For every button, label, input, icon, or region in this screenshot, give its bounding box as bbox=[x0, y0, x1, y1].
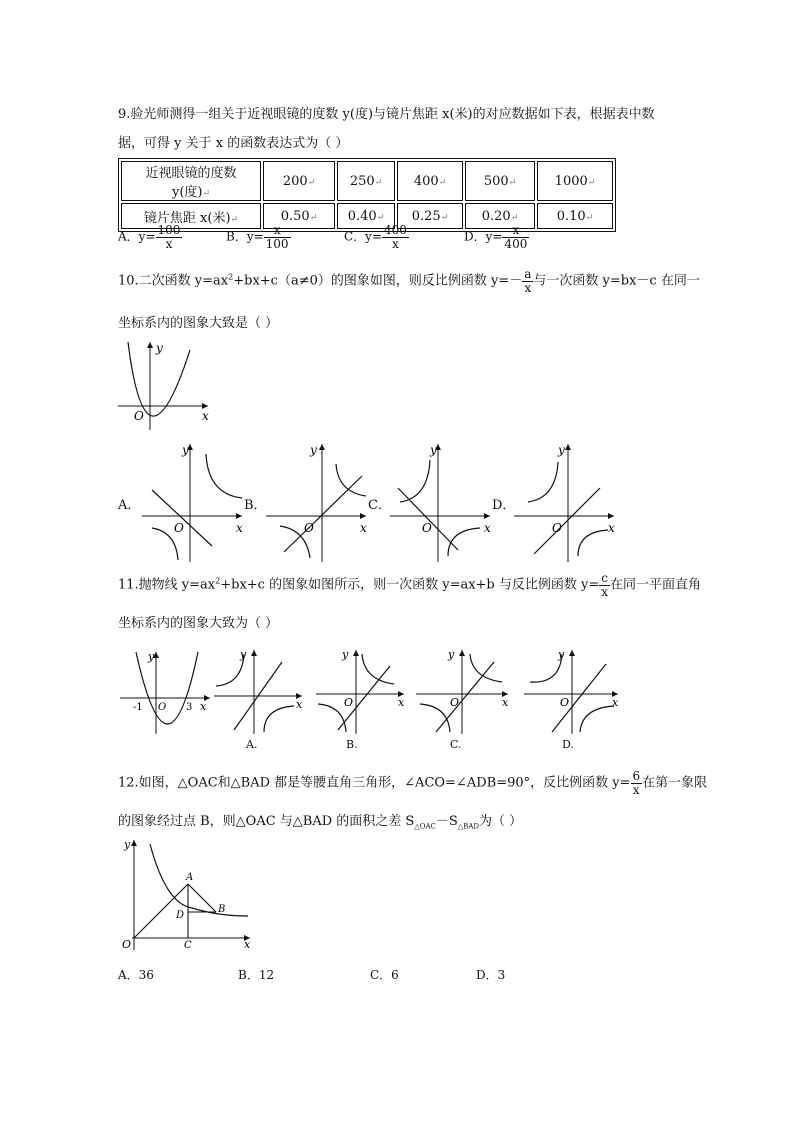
table-cell: 1000↵ bbox=[537, 161, 613, 201]
point-a-label: A bbox=[186, 872, 194, 883]
q11-option-a-graph bbox=[212, 646, 308, 736]
svg-text:-1: -1 bbox=[133, 702, 143, 713]
svg-text:O: O bbox=[304, 521, 314, 535]
svg-text:x: x bbox=[612, 696, 619, 709]
svg-text:y: y bbox=[430, 443, 437, 457]
q9-option-c: C．y= $\frac{400}{x}$ bbox=[344, 223, 407, 251]
q11-option-b-label: B. bbox=[346, 738, 358, 751]
q12-option-d: D．3 bbox=[476, 968, 506, 982]
point-c-label: C bbox=[184, 940, 192, 951]
svg-text:y: y bbox=[240, 648, 247, 661]
table-cell: 0.50↵ bbox=[263, 203, 335, 229]
q10-option-c-graph bbox=[386, 440, 498, 564]
svg-text:y: y bbox=[310, 443, 317, 457]
table-cell: 250↵ bbox=[337, 161, 395, 201]
q11-option-d-label: D. bbox=[562, 738, 574, 751]
table-row bbox=[121, 161, 613, 201]
x-label: x bbox=[202, 409, 209, 423]
table-header-degree: 近视眼镜的度数 y(度)↵ bbox=[121, 161, 261, 201]
q11-parabola-figure bbox=[118, 646, 214, 736]
svg-text:O: O bbox=[422, 521, 432, 535]
q10-option-d-graph bbox=[510, 440, 622, 564]
q11-line2: 坐标系内的图象大致为（ ） bbox=[118, 616, 279, 631]
q9-line2: 据，可得 y 关于 x 的函数表达式为（ ） bbox=[118, 136, 349, 151]
q9-line1: 9.验光师测得一组关于近视眼镜的度数 y(度)与镜片焦距 x(米)的对应数据如下表，根据表中数 bbox=[118, 107, 655, 122]
q12-line1: 12.如图，△OAC和△BAD 都是等腰直角三角形，∠ACO=∠ADB=90°，反比例函数 y= $\frac{6}{x}$ 在第一象限 bbox=[118, 769, 708, 797]
q9-option-d: D．y= $\frac{x}{400}$ bbox=[464, 223, 528, 251]
svg-text:3: 3 bbox=[186, 702, 193, 713]
svg-text:x: x bbox=[200, 700, 207, 713]
table-cell: 0.10↵ bbox=[537, 203, 613, 229]
svg-text:y: y bbox=[342, 648, 349, 661]
q10-option-b-label: B． bbox=[244, 498, 267, 513]
q12-option-c: C．6 bbox=[370, 968, 399, 982]
y-label: y bbox=[156, 341, 163, 355]
svg-text:O: O bbox=[344, 696, 354, 709]
svg-text:y: y bbox=[148, 650, 155, 663]
q10-option-a-graph bbox=[138, 440, 250, 564]
q10-option-c-label: C． bbox=[368, 498, 391, 513]
origin-label: O bbox=[134, 409, 144, 423]
q12-option-a: A．36 bbox=[118, 968, 154, 982]
svg-text:x: x bbox=[502, 696, 509, 709]
svg-text:O: O bbox=[560, 696, 570, 709]
svg-text:O: O bbox=[122, 938, 132, 951]
q10-line2: 坐标系内的图象大致是（ ） bbox=[118, 316, 279, 331]
svg-text:y: y bbox=[448, 648, 455, 661]
svg-text:O: O bbox=[158, 702, 167, 713]
q12-option-b: B．12 bbox=[238, 968, 275, 982]
table-header-focal: 镜片焦距 x(米)↵ bbox=[121, 203, 261, 229]
svg-text:O: O bbox=[552, 521, 562, 535]
q12-line2: 的图象经过点 B，则△OAC 与△BAD 的面积之差 $S_{\triangle OAC}-S_{\triangle BAD}$为（ ） bbox=[118, 814, 523, 831]
svg-text:x: x bbox=[236, 521, 243, 535]
svg-text:O: O bbox=[174, 521, 184, 535]
table-cell: 0.20↵ bbox=[465, 203, 535, 229]
table-cell: 200↵ bbox=[263, 161, 335, 201]
q11-line1: 11.抛物线 $y=ax^2+bx+c$ 的图象如图所示，则一次函数 y=ax+b 与反比例函数 y= $\frac{c}{x}$ 在同一平面直角 bbox=[118, 571, 702, 599]
q11-option-d-graph bbox=[522, 646, 622, 736]
svg-text:x: x bbox=[608, 521, 615, 535]
svg-text:y: y bbox=[124, 838, 131, 851]
q10-option-b-graph bbox=[262, 440, 374, 564]
q11-option-b-graph bbox=[314, 646, 410, 736]
table-cell: 0.40↵ bbox=[337, 203, 395, 229]
table-cell: 400↵ bbox=[397, 161, 463, 201]
q11-option-c-label: C. bbox=[450, 738, 462, 751]
y-arrow bbox=[147, 342, 153, 348]
q9-option-b: B．y= $\frac{x}{100}$ bbox=[226, 223, 289, 251]
table-cell: 500↵ bbox=[465, 161, 535, 201]
svg-text:y: y bbox=[558, 648, 565, 661]
svg-text:x: x bbox=[244, 938, 251, 951]
q10-parabola-figure bbox=[116, 336, 216, 432]
q10-option-d-label: D． bbox=[492, 498, 516, 513]
q12-figure bbox=[118, 834, 258, 952]
point-b-label: B bbox=[218, 904, 226, 915]
q9-option-a: A．y= $\frac{100}{x}$ bbox=[118, 223, 181, 251]
svg-text:x: x bbox=[484, 521, 491, 535]
q10-option-a-label: A． bbox=[118, 498, 141, 513]
svg-text:y: y bbox=[558, 443, 565, 457]
svg-text:O: O bbox=[450, 696, 460, 709]
q10-line1: 10.二次函数 $y=ax^2+bx+c(a\ne 0)$的图象如图，则反比例函数 y=－ $\frac{a}{x}$ 与一次函数 y=bx－c 在同一 bbox=[118, 267, 700, 295]
svg-text:y: y bbox=[182, 443, 189, 457]
svg-text:x: x bbox=[296, 698, 303, 711]
svg-text:x: x bbox=[398, 696, 405, 709]
svg-text:x: x bbox=[360, 521, 367, 535]
q11-option-c-graph bbox=[414, 646, 514, 736]
q9-table bbox=[118, 158, 616, 232]
table-cell: 0.25↵ bbox=[397, 203, 463, 229]
point-d-label: D bbox=[176, 910, 185, 921]
q11-option-a-label: A. bbox=[246, 738, 258, 751]
